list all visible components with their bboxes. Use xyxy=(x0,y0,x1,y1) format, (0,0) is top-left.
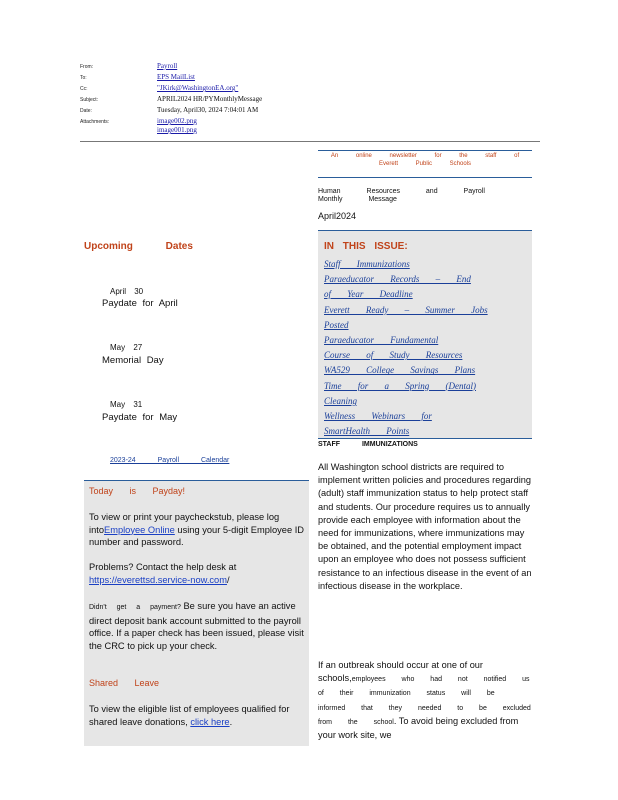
attachment-link-1[interactable]: image002.png xyxy=(157,117,197,125)
shared-p4-a: To view the eligible list of employees qualified for shared leave donations, xyxy=(89,704,290,727)
subject-label: Subject: xyxy=(80,97,99,103)
header-divider xyxy=(80,141,540,142)
staff-immunizations-heading: STAFF IMMUNIZATIONS xyxy=(318,441,418,448)
issue-link[interactable]: Paraeducator Records – End xyxy=(324,274,471,285)
from-value[interactable]: Payroll xyxy=(157,62,178,70)
hr-message-line-2: Monthly Message xyxy=(318,196,397,203)
payday-box xyxy=(84,480,309,746)
date-value: Tuesday, April30, 2024 7:04:01 AM xyxy=(157,106,259,114)
staff-paragraph-2-a: If an outbreak should occur at one of our schools, xyxy=(318,660,483,684)
payday-p1-b: using your 5-digit Employee ID number and password. xyxy=(89,524,304,548)
hr-message-line-1: Human Resources and Payroll xyxy=(318,188,485,195)
payday-p2-a: Problems? Contact the help desk at xyxy=(89,562,237,572)
in-this-issue-box xyxy=(318,230,532,439)
payday-paragraph-2 xyxy=(89,561,304,586)
hr-message-title xyxy=(318,188,498,204)
date-2: May 27 xyxy=(110,343,143,352)
attachment-link-2[interactable]: image001.png xyxy=(157,126,197,134)
payday-p3-rest: Be sure you have an active direct deposit bank account submitted to the payroll office. If a paper check has been issued, please visit the CRC to pick up your check. xyxy=(89,601,304,651)
issue-link[interactable]: Everett Ready – Summer Jobs xyxy=(324,304,488,315)
issue-link[interactable]: Course of Study Resources xyxy=(324,350,463,361)
hr-message-date: April2024 xyxy=(318,211,357,221)
help-desk-link[interactable]: https://everettsd.service-now.com xyxy=(89,574,227,585)
issue-link[interactable]: Paraeducator Fundamental xyxy=(324,335,439,346)
issue-link[interactable]: Staff Immunizations xyxy=(324,259,410,269)
click-here-link[interactable]: click here xyxy=(190,716,230,727)
issue-link[interactable]: Time for a Spring (Dental) xyxy=(324,380,476,391)
banner-line-1: An online newsletter for the staff of xyxy=(330,153,520,159)
date-1: April 30 xyxy=(110,287,144,296)
issue-link[interactable]: Cleaning xyxy=(324,395,357,406)
shared-leave-paragraph xyxy=(89,703,304,728)
date-2-desc: Memorial Day xyxy=(102,355,164,366)
issue-list xyxy=(324,257,524,439)
payday-p3-small: Didn't get a payment? xyxy=(89,604,181,611)
shared-p4-b: . xyxy=(229,716,233,727)
issue-link[interactable]: Posted xyxy=(324,319,349,330)
subject-value: APRIL2024 HR/PYMonthlyMessage xyxy=(157,95,263,103)
employee-online-link[interactable]: Employee Online xyxy=(104,524,175,535)
shared-leave-title: Shared Leave xyxy=(89,678,160,688)
upcoming-dates-title: Upcoming Dates xyxy=(84,241,193,252)
issue-link[interactable]: SmartHealth Points xyxy=(324,426,410,437)
payday-p2-b: / xyxy=(226,574,230,585)
date-1-desc: Paydate for April xyxy=(102,298,178,309)
payday-paragraph-1 xyxy=(89,511,304,549)
staff-paragraph-2-b: employees who had not notified us of their immunization status will be informed that they needed to be excluded from the school xyxy=(318,676,531,726)
staff-paragraph-2-c: . To avoid being excluded from your work site, we xyxy=(318,715,519,741)
payday-p1-a: To view or print your paycheckstub, please log into xyxy=(89,512,280,535)
date-label: Date: xyxy=(80,108,92,114)
date-3-desc: Paydate for May xyxy=(102,412,178,423)
newsletter-banner xyxy=(318,150,532,178)
attachments-label: Attachments: xyxy=(80,119,110,125)
issue-link[interactable]: Wellness Webinars for xyxy=(324,411,432,422)
issue-title: IN THIS ISSUE: xyxy=(324,241,408,252)
issue-link[interactable]: WA529 College Savings Plans xyxy=(324,365,476,376)
staff-paragraph-1: All Washington school districts are required to implement written policies and procedures regarding (adult) staff immunization status to help protect staff and students. Our procedure requires us to annually provide each employee with information about the need for immunizations, where immunizations may be obtained, and the potential employment impact upon an employee who does not possess sufficient resistance to an infectious disease in the event of an infectious disease in the workplace. xyxy=(318,462,532,591)
from-label: From: xyxy=(80,64,94,70)
payday-title: Today is Payday! xyxy=(89,486,186,496)
cc-value[interactable]: "JKirk@WashingtonEA.org" xyxy=(157,84,239,92)
issue-link[interactable]: of Year Deadline xyxy=(324,289,413,300)
staff-paragraph-2 xyxy=(318,659,532,742)
to-label: To: xyxy=(80,75,87,81)
banner-line-2: Everett Public Schools xyxy=(378,161,472,167)
cc-label: Cc: xyxy=(80,86,88,92)
to-value[interactable]: EPS MailList xyxy=(157,73,195,81)
payday-paragraph-3 xyxy=(89,600,304,652)
date-3: May 31 xyxy=(110,400,143,409)
payroll-calendar-link[interactable]: 2023-24 Payroll Calendar xyxy=(110,457,230,464)
